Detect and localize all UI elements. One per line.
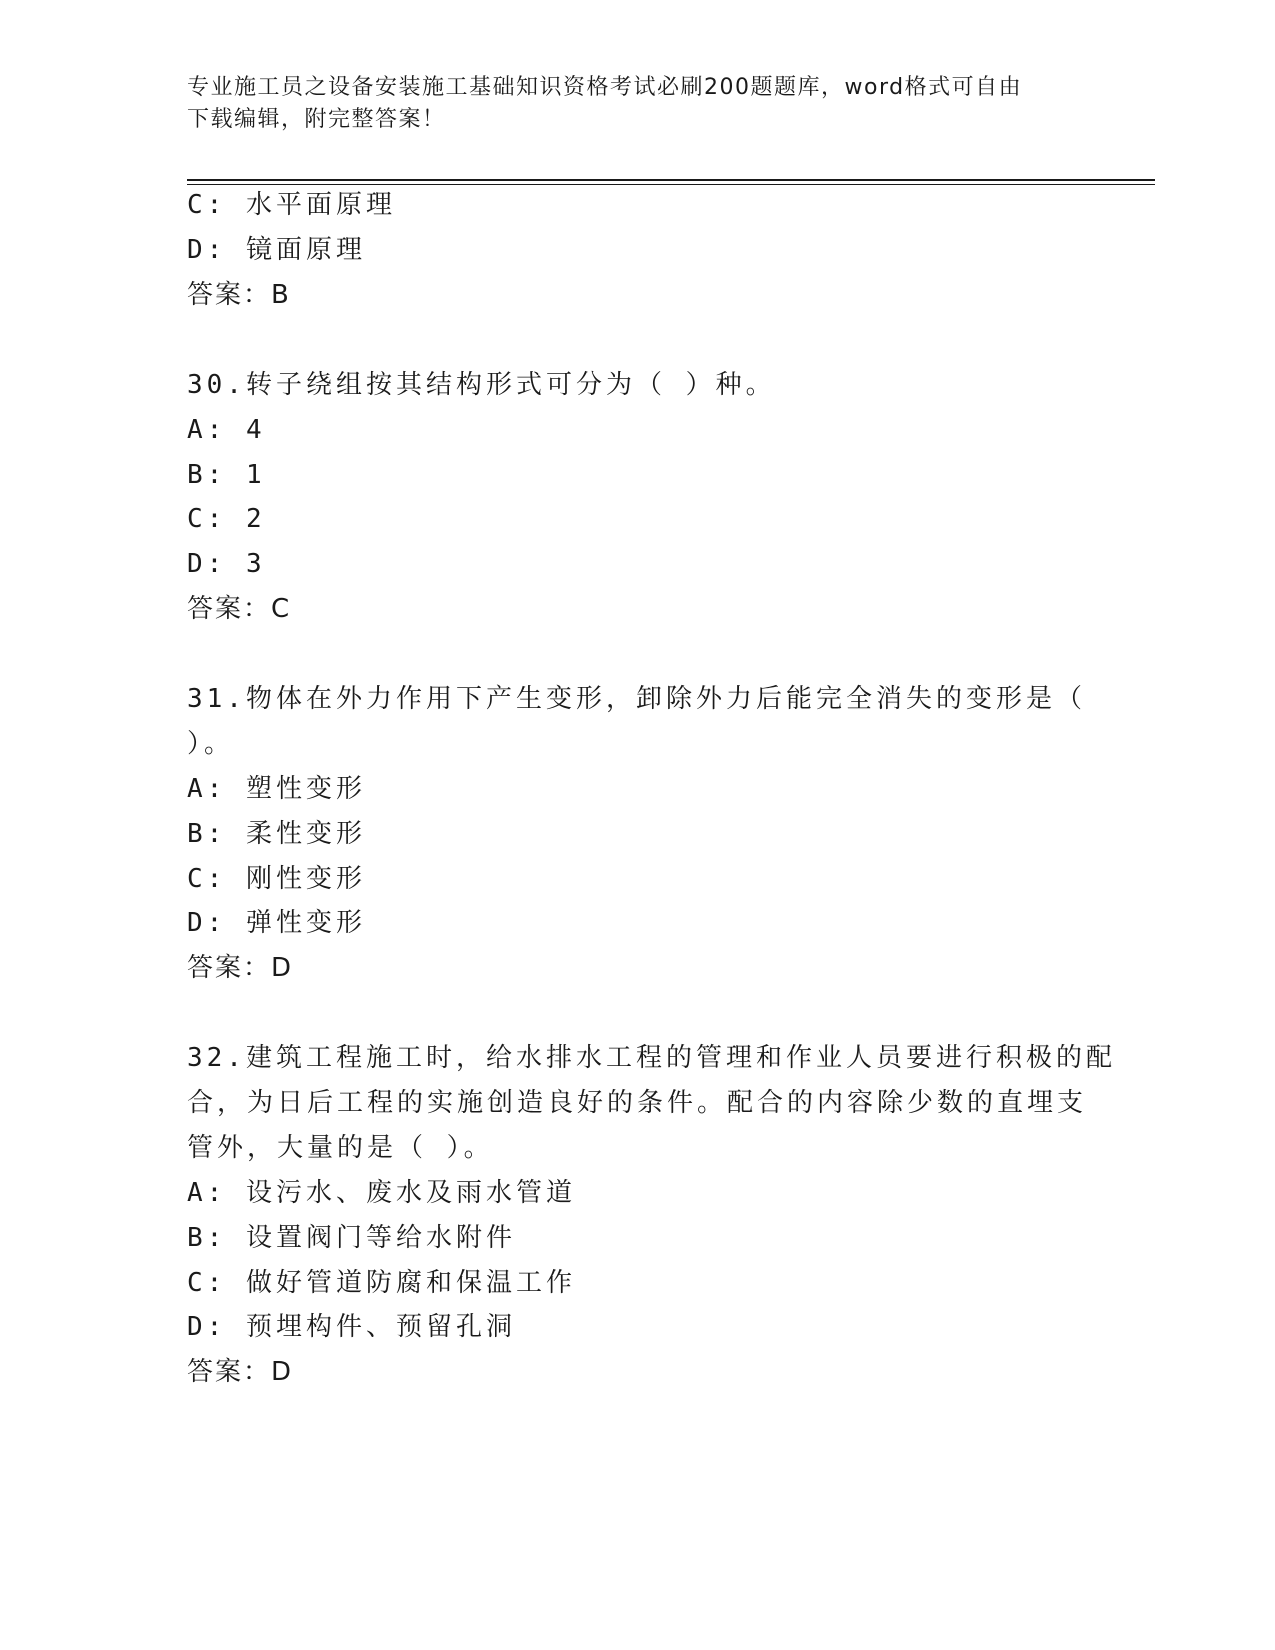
question-line: ）。 xyxy=(187,729,235,759)
option-line: A: 设污水、废水及雨水管道 xyxy=(187,1178,576,1208)
header-divider-thin xyxy=(187,184,1155,185)
document-header xyxy=(187,72,1087,136)
answer-line: 答案：B xyxy=(187,280,291,310)
header-line-2: 下载编辑，附完整答案！ xyxy=(187,107,446,132)
question-line: 合，为日后工程的实施创造良好的条件。配合的内容除少数的直埋支 xyxy=(187,1088,1088,1118)
option-line: A: 4 xyxy=(187,415,266,445)
option-line: C: 水平面原理 xyxy=(187,190,396,220)
question-line: 30.转子绕组按其结构形式可分为（ ）种。 xyxy=(187,370,776,400)
question-line: 管外，大量的是（ ）。 xyxy=(187,1133,494,1163)
question-line: 32.建筑工程施工时，给水排水工程的管理和作业人员要进行积极的配 xyxy=(187,1043,1116,1073)
header-line-1: 专业施工员之设备安装施工基础知识资格考试必刷200题题库，word格式可自由 xyxy=(187,75,1023,100)
answer-line: 答案：D xyxy=(187,1357,294,1387)
option-line: C: 2 xyxy=(187,504,266,534)
option-line: C: 刚性变形 xyxy=(187,864,366,894)
question-line: 31.物体在外力作用下产生变形，卸除外力后能完全消失的变形是（ xyxy=(187,684,1086,714)
option-line: B: 设置阀门等给水附件 xyxy=(187,1223,516,1253)
answer-line: 答案：D xyxy=(187,953,294,983)
option-line: B: 1 xyxy=(187,460,266,490)
option-line: A: 塑性变形 xyxy=(187,774,366,804)
option-line: D: 预埋构件、预留孔洞 xyxy=(187,1312,516,1342)
option-line: D: 镜面原理 xyxy=(187,235,366,265)
header-divider-thick xyxy=(187,179,1155,181)
option-line: D: 弹性变形 xyxy=(187,908,366,938)
option-line: C: 做好管道防腐和保温工作 xyxy=(187,1268,576,1298)
answer-line: 答案：C xyxy=(187,594,292,624)
option-line: D: 3 xyxy=(187,549,266,579)
option-line: B: 柔性变形 xyxy=(187,819,366,849)
